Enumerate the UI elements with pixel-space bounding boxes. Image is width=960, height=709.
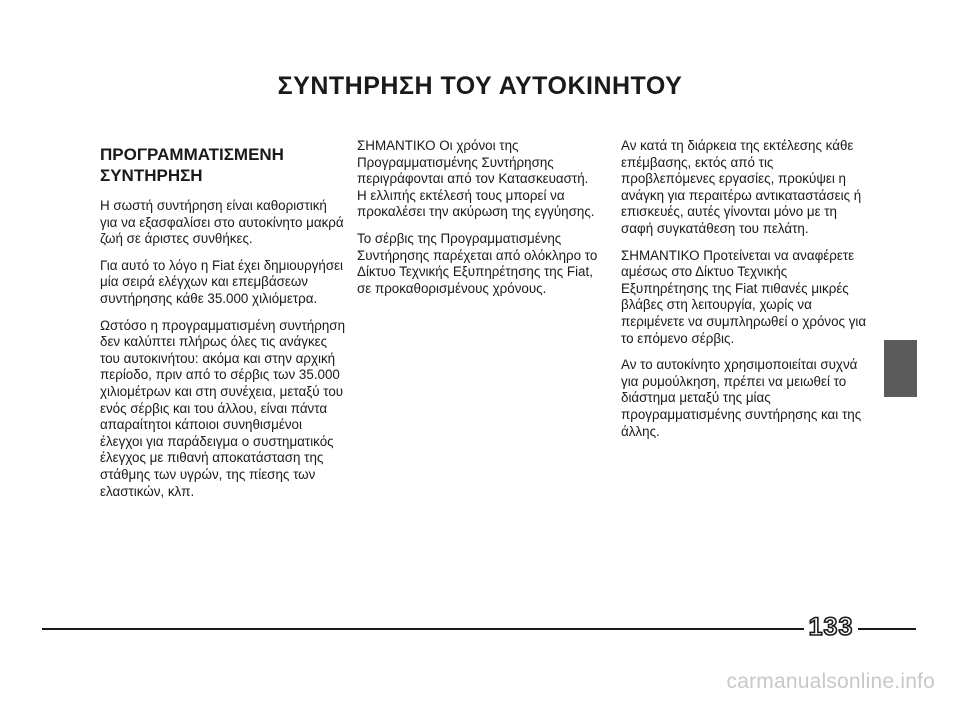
- footer-rule-right: [858, 628, 916, 630]
- paragraph: Η ελλιπής εκτέλεσή τους μπορεί να προκαλέσει την ακύρωση της εγγύησης.: [357, 187, 595, 220]
- paragraph: Ωστόσο η προγραμματισμένη συντήρηση δεν καλύπτει πλήρως όλες τις ανάγκες του αυτοκινήτου: ακόμα και στην αρχική περίοδο, πριν από το σέρβις των 35.000 χιλιομέτρων και στη συνέχεια, μεταξύ του ενός σέρβις και του άλλου, είναι πάντα απαραίτητοι κάποιοι συνηθισμένοι έλεγχοι για παράδειγμα ο συστηματικός έλεγχος με πιθανή αποκατάσταση της στάθμης των υγρών, της πίεσης των ελαστικών, κλπ.: [100, 317, 346, 499]
- paragraph: ΣΗΜΑΝΤΙΚΟ Οι χρόνοι της Προγραμματισμένης Συντήρησης περιγράφονται από τον Κατασκευαστή.: [357, 138, 589, 187]
- section-heading: ΠΡΟΓΡΑΜΜΑΤΙΣΜΕΝΗ ΣΥΝΤΗΡΗΣΗ: [100, 145, 284, 185]
- column-2: [357, 138, 602, 307]
- page-title: ΣΥΝΤΗΡΗΣΗ ΤΟΥ ΑΥΤΟΚΙΝΗΤΟΥ: [277, 72, 683, 100]
- footer-rule-left: [42, 628, 804, 630]
- watermark: carmanualsonline.info: [726, 670, 935, 693]
- paragraph: Το σέρβις της Προγραμματισμένης Συντήρησης παρέχεται από ολόκληρο το Δίκτυο Τεχνικής Εξυπηρέτησης της Fiat, σε προκαθορισμένους χρόνους.: [357, 230, 598, 296]
- section-tab-marker: [884, 340, 917, 397]
- paragraph: Για αυτό το λόγο η Fiat έχει δημιουργήσει μία σειρά ελέγχων και επεμβάσεων συντήρησης κάθε 35.000 χιλιόμετρα.: [100, 257, 344, 306]
- paragraph: Αν το αυτοκίνητο χρησιμοποιείται συχνά για ρυμούλκηση, πρέπει να μειωθεί το διάστημα μεταξύ της μίας προγραμματισμένης συντήρησης και της άλλης.: [621, 357, 862, 439]
- paragraph: ΣΗΜΑΝΤΙΚΟ Προτείνεται να αναφέρετε αμέσως στο Δίκτυο Τεχνικής Εξυπηρέτησης της Fiat πιθανές μικρές βλάβες στη λειτουργία, χωρίς να περιμένετε να συμπληρωθεί ο χρόνος για το επόμενο σέρβις.: [621, 247, 867, 346]
- paragraph: Η σωστή συντήρηση είναι καθοριστική για να εξασφαλίσει στο αυτοκίνητο μακρά ζωή σε άριστες συνθήκες.: [100, 198, 344, 247]
- column-1: [100, 138, 345, 510]
- column-3: [621, 138, 871, 450]
- page-number: 133: [808, 613, 854, 641]
- paragraph: Αν κατά τη διάρκεια της εκτέλεσης κάθε επέμβασης, εκτός από τις προβλεπόμενες εργασίες, προκύψει η ανάγκη για περαιτέρω αντικαταστάσεις ή επισκευές, αυτές γίνονται μόνο με τη σαφή συγκατάθεση του πελάτη.: [621, 138, 862, 236]
